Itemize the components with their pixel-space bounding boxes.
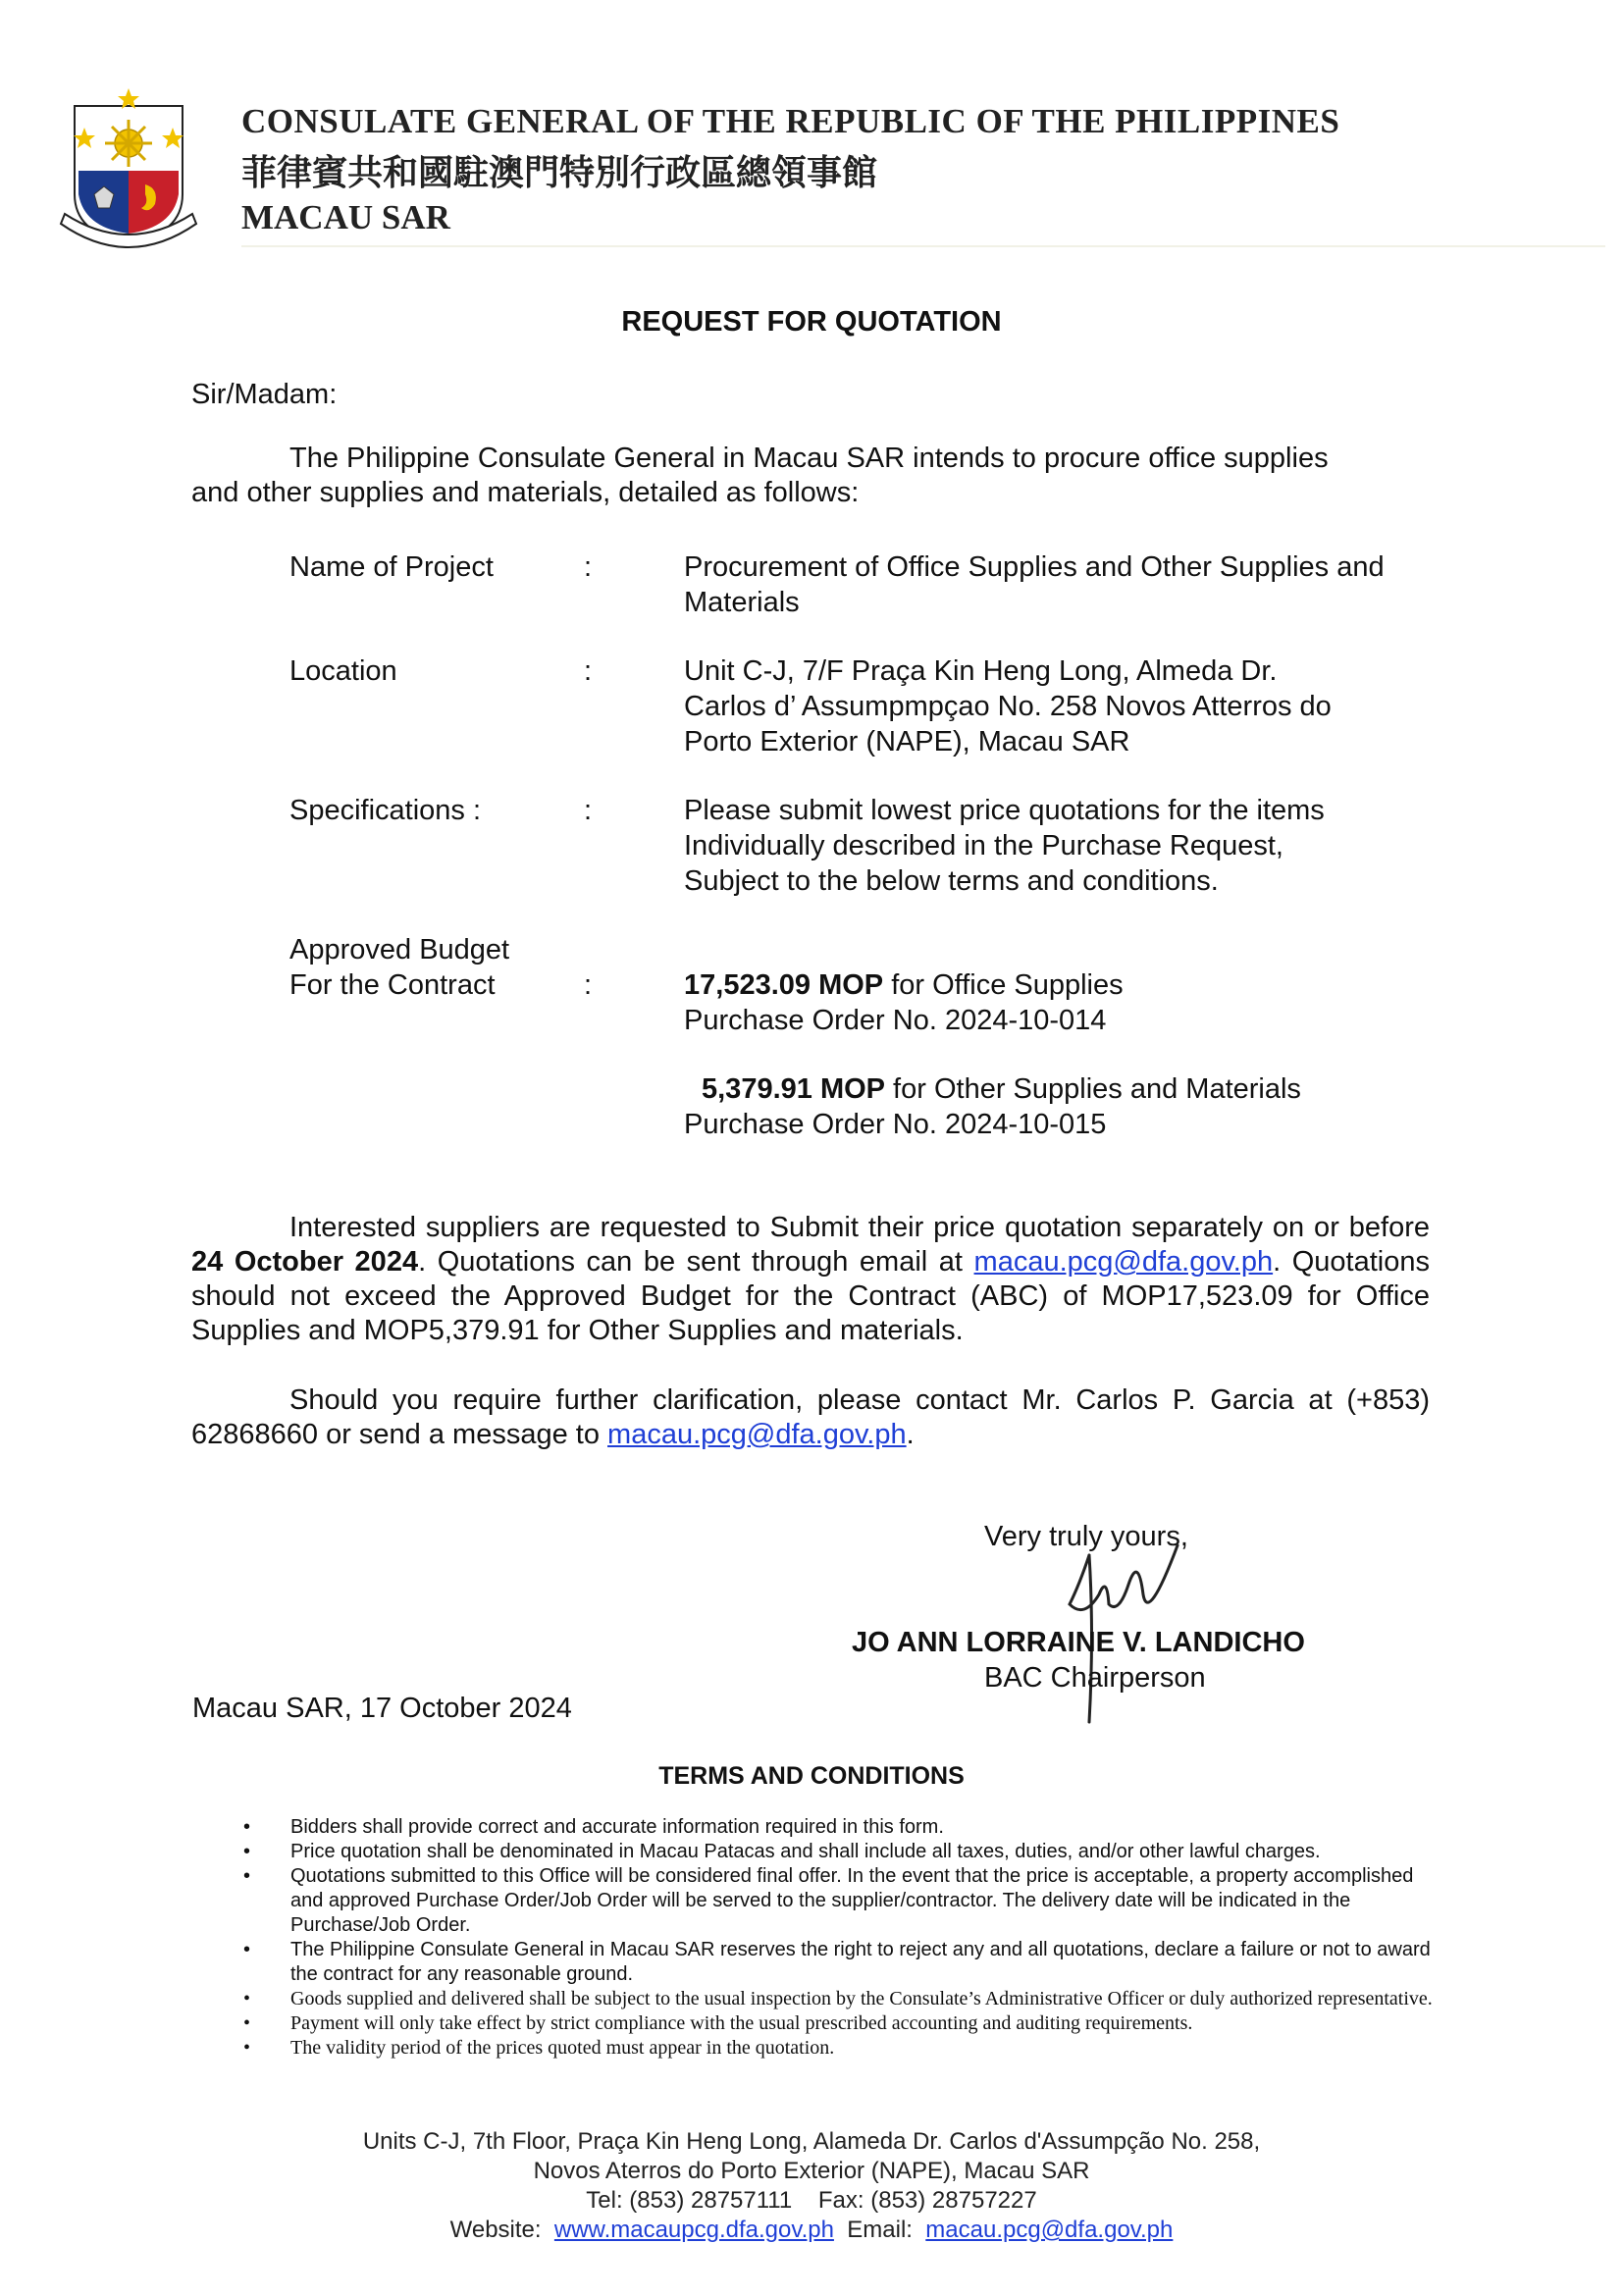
abc-label <box>289 932 509 1003</box>
submission-text-b: . Quotations can be sent through email at <box>418 1246 974 1278</box>
closing: Very truly yours, <box>984 1521 1188 1552</box>
document-title: REQUEST FOR QUOTATION <box>621 306 1002 338</box>
term-item: • Quotations submitted to this Office will be considered final offer. In the event that the price is acceptable, a property accomplished and approved Purchase Order/Job Order will be served to the supplier/contractor. The delivery date will be indicated in the Purchase/Job Order. <box>236 1864 1442 1938</box>
intro-line-1: The Philippine Consulate General in Macau SAR intends to procure office supplies <box>289 443 1329 474</box>
signatory-name: JO ANN LORRAINE V. LANDICHO <box>852 1627 1305 1658</box>
contact-text-b: . <box>906 1419 915 1450</box>
footer-website-link[interactable]: www.macaupcg.dfa.gov.ph <box>553 2217 834 2243</box>
location-line-1: Unit C-J, 7/F Praça Kin Heng Long, Almeda Dr. <box>684 655 1278 687</box>
philippine-seal-icon <box>55 86 202 253</box>
place-and-date: Macau SAR, 17 October 2024 <box>192 1693 572 1724</box>
consulate-name-chinese: 菲律賓共和國駐澳門特別行政區總領事館 <box>241 153 878 193</box>
abc1-purchase-order: Purchase Order No. 2024-10-014 <box>684 1005 1107 1036</box>
abc2-amount: 5,379.91 MOP <box>702 1073 885 1105</box>
abc-label-line-2: For the Contract <box>289 969 496 1001</box>
salutation: Sir/Madam: <box>191 379 338 410</box>
specifications-value <box>684 793 1325 899</box>
location-label: Location <box>289 655 397 687</box>
term-item: • Goods supplied and delivered shall be subject to the usual inspection by the Consulate’s Administrative Officer or duly authorized representative. <box>236 1987 1442 2011</box>
abc2-description: for Other Supplies and Materials <box>885 1073 1301 1105</box>
project-line-2: Materials <box>684 587 800 618</box>
project-value <box>684 549 1385 620</box>
spec-line-1: Please submit lowest price quotations for the items <box>684 795 1325 826</box>
submission-text-a: Interested suppliers are requested to Submit their price quotation separately on or before <box>289 1212 1430 1243</box>
footer-email-label: Email: <box>833 2217 926 2243</box>
submission-text-c: . Quotations should not exceed the Approved Budget for the Contract (ABC) of MOP17,523.09 for Office Supplies and MOP5,379.91 for Other Supplies and materials. <box>191 1246 1430 1346</box>
project-colon: : <box>584 551 593 583</box>
submission-deadline: 24 October 2024 <box>191 1246 419 1278</box>
term-item: • Payment will only take effect by strict compliance with the usual prescribed accounting and auditing requirements. <box>236 2011 1442 2036</box>
spec-line-2: Individually described in the Purchase Request, <box>684 830 1283 861</box>
footer <box>0 2127 1623 2245</box>
terms-title: TERMS AND CONDITIONS <box>658 1762 965 1790</box>
consulate-name-english: CONSULATE GENERAL OF THE REPUBLIC OF THE PHILIPPINES <box>241 102 1340 140</box>
abc2-purchase-order: Purchase Order No. 2024-10-015 <box>684 1109 1107 1140</box>
contact-text-a: Should you require further clarification, please contact Mr. Carlos P. Garcia at (+853) 62868660 or send a message to <box>191 1384 1430 1450</box>
abc1-amount: 17,523.09 MOP <box>684 969 884 1001</box>
term-item: • The Philippine Consulate General in Macau SAR reserves the right to reject any and all quotations, declare a failure or not to award the contract for any reasonable ground. <box>236 1938 1442 1987</box>
location-colon: : <box>584 655 593 687</box>
location-value <box>684 653 1332 759</box>
footer-email-link[interactable]: macau.pcg@dfa.gov.ph <box>925 2217 1174 2243</box>
project-label: Name of Project <box>289 551 494 583</box>
specifications-colon: : <box>584 795 593 826</box>
footer-tel-fax: Tel: (853) 28757111 Fax: (853) 28757227 <box>586 2187 1037 2214</box>
abc-office-supplies <box>684 967 1124 1038</box>
term-item: • Bidders shall provide correct and accurate information required in this form. <box>236 1815 1442 1840</box>
footer-address-line-2: Novos Aterros do Porto Exterior (NAPE), Macau SAR <box>533 2158 1090 2184</box>
term-item: • The validity period of the prices quoted must appear in the quotation. <box>236 2036 1442 2061</box>
contact-paragraph <box>191 1383 1430 1452</box>
abc-colon: : <box>584 969 593 1001</box>
abc1-description: for Office Supplies <box>883 969 1124 1001</box>
signatory-title: BAC Chairperson <box>984 1662 1206 1694</box>
intro-paragraph <box>191 442 1430 510</box>
contact-email-link[interactable]: macau.pcg@dfa.gov.ph <box>607 1419 907 1450</box>
submission-paragraph <box>191 1211 1430 1348</box>
specifications-label: Specifications : <box>289 795 482 826</box>
consulate-location: MACAU SAR <box>241 198 450 236</box>
abc-label-line-1: Approved Budget <box>289 934 510 965</box>
project-line-1: Procurement of Office Supplies and Other Supplies and <box>684 551 1385 583</box>
spec-line-3: Subject to the below terms and conditions. <box>684 865 1219 897</box>
submission-email-link[interactable]: macau.pcg@dfa.gov.ph <box>973 1246 1274 1278</box>
term-item: • Price quotation shall be denominated in Macau Patacas and shall include all taxes, duties, and/or other lawful charges. <box>236 1840 1442 1864</box>
intro-line-2: and other supplies and materials, detailed as follows: <box>191 477 860 508</box>
terms-list <box>236 1815 1442 2061</box>
location-line-3: Porto Exterior (NAPE), Macau SAR <box>684 726 1130 757</box>
letterhead-rule <box>241 245 1605 247</box>
footer-website-label: Website: <box>449 2217 554 2243</box>
location-line-2: Carlos d’ Assumpmpçao No. 258 Novos Atterros do <box>684 691 1332 722</box>
abc-other-supplies <box>684 1071 1301 1142</box>
footer-address-line-1: Units C-J, 7th Floor, Praça Kin Heng Long, Alameda Dr. Carlos d'Assumpção No. 258, <box>362 2128 1261 2155</box>
